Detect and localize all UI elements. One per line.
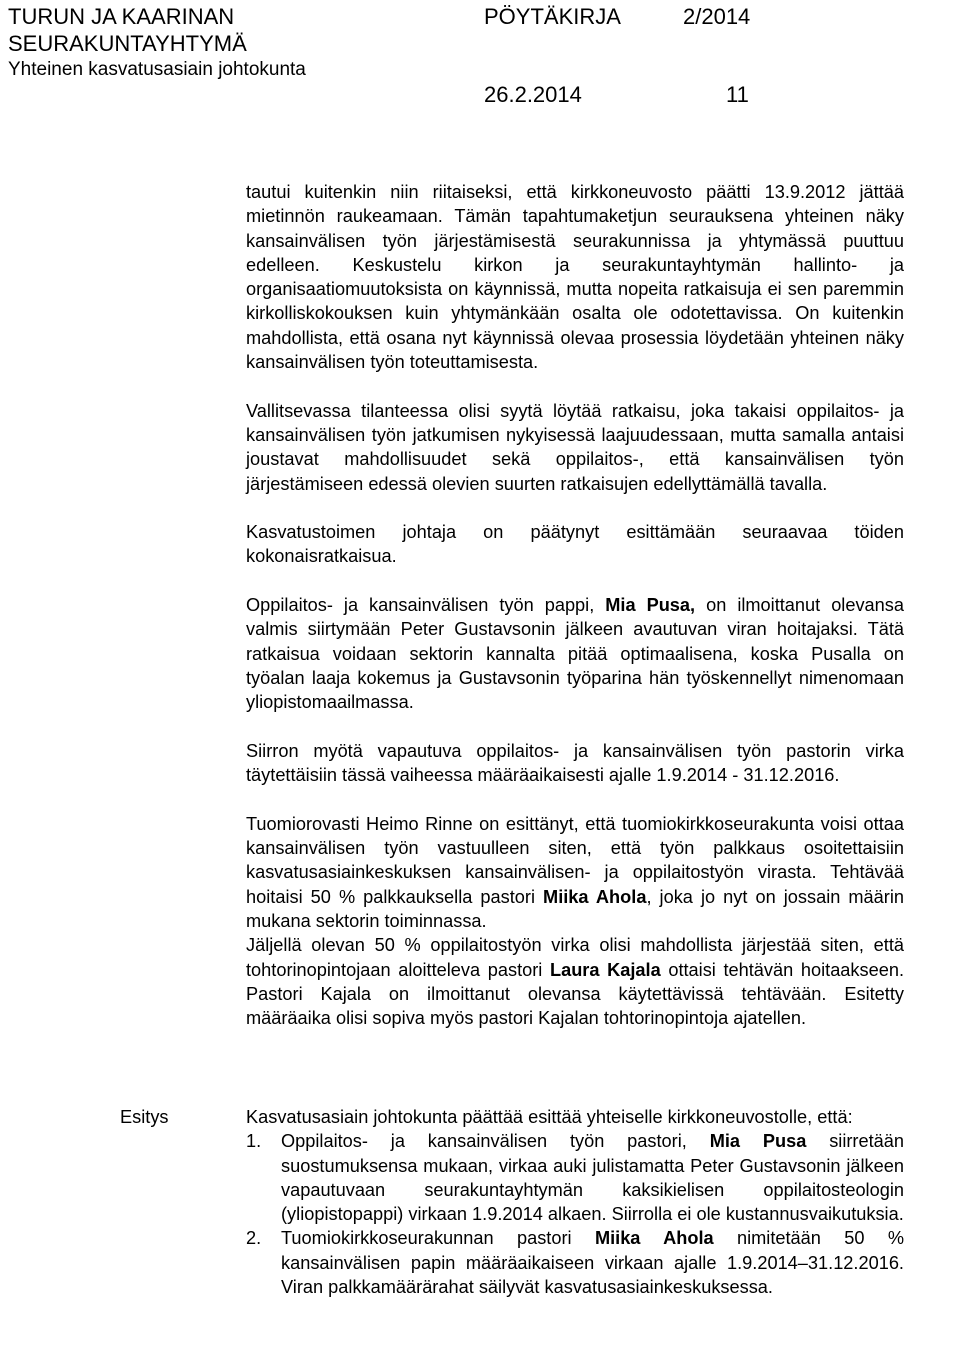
item-number: 1. [246, 1131, 262, 1152]
organization-unit: SEURAKUNTAYHTYMÄ [8, 31, 247, 56]
item-number: 2. [246, 1228, 262, 1249]
paragraph: Siirron myötä vapautuva oppilaitos- ja kansainvälisen työn pastorin virka täytettäisiin tässä vaiheessa määräaikaisesti ajalle 1.9.2014 - 31.12.2016. [246, 740, 904, 786]
paragraph: Vallitsevassa tilanteessa olisi syytä löytää ratkaisu, joka takaisi oppilaitos- ja kansainvälisen työn jatkumisen nykyisessä laajuudessaan, mutta samalla antaisi joustavat mahdollisuudet sekä oppilaitos-, että kansainvälisen työn järjestämiseen edessä olevien suurten ratkaisujen edellyttämällä tavalla. [246, 400, 904, 494]
person-name: Miika Ahola [543, 886, 647, 907]
paragraph: Kasvatustoimen johtaja on päätynyt esittämään seuraavaa töiden kokonaisratkaisua. [246, 522, 904, 567]
proposal-intro: Kasvatusasiain johtokunta päättää esittää yhteiselle kirkkoneuvostolle, että: [246, 1107, 853, 1127]
paragraph: Tuomiorovasti Heimo Rinne on esittänyt, että tuomiokirkkoseurakunta voisi ottaa kansainvälisen työn vastuulleen siten, että työn palkkaus osoitettaisiin kasvatusasiainkeskuksen kansainvälisen- ja oppilaitostyön virasta. Tehtävää hoitaisi 50 % palkkauksella pastori Miika Ahola, joka jo nyt on jossain määrin mukana sektorin toiminnassa. [246, 813, 905, 931]
main-text [246, 180, 904, 1030]
person-name: Mia Pusa, [605, 595, 696, 616]
paragraph: Oppilaitos- ja kansainvälisen työn pappi, Mia Pusa, on ilmoittanut olevansa valmis siirtymään Peter Gustavsonin jälkeen avautuvan viran hoitajaksi. Tätä ratkaisua voidaan sektorin kannalta pitää optimaalisena, koska Pusalla on työalan laaja kokemus ja Gustavsonin työparina hän työskennellyt nimenomaan yliopistomaailmassa. [246, 595, 904, 713]
page-number: 11 [726, 82, 749, 107]
person-name: Laura Kajala [549, 959, 661, 980]
meeting-date: 26.2.2014 [484, 82, 582, 107]
paragraph: Jäljellä olevan 50 % oppilaitostyön virka olisi mahdollista järjestää siten, että tohtorinopintojaan aloitteleva pastori Laura Kajala ottaisi tehtävän hoitaakseen. Pastori Kajala on ilmoittanut olevansa käytettävissä tehtävään. Esitetty määräaika olisi sopiva myös pastori Kajalan tohtorinopintoja ajatellen. [246, 935, 905, 1029]
paragraph: tautui kuitenkin niin riitaiseksi, että kirkkoneuvosto päätti 13.9.2012 jättää mietinnön raukeamaan. Tämän tapahtumaketjun seurauksena yhteinen näky kansainvälisen työn järjestämisestä seurakunnissa ja yhtymässä puuttuu edelleen. Keskustelu kirkon ja seurakuntayhtymän hallinto- ja organisaatiomuutoksista on käynnissä, mutta nopeita ratkaisuja ei sen paremmin kirkolliskokouksen kuin yhtymänkään osalta ole odotettavissa. On kuitenkin mahdollista, että osana nyt käynnissä olevaa prosessia löydetään yhteinen näky kansainvälisen työn toteuttamisesta. [246, 182, 904, 373]
person-name: Miika Ahola [594, 1228, 714, 1249]
person-name: Mia Pusa [709, 1131, 807, 1152]
proposal-section [246, 1105, 904, 1299]
organization-name: TURUN JA KAARINAN [8, 4, 235, 29]
committee-name: Yhteinen kasvatusasiain johtokunta [8, 59, 306, 80]
proposal-list [246, 1129, 904, 1299]
proposal-item: 2. Tuomiokirkkoseurakunnan pastori Miika Ahola nimitetään 50 % kansainvälisen papin määräaikaiseen virkaan ajalle 1.9.2014–31.12.2016. Viran palkkamäärärahat säilyvät kasvatusasiainkeskuksessa. [246, 1228, 904, 1298]
document-type: PÖYTÄKIRJA [484, 4, 621, 29]
proposal-item: 1. Oppilaitos- ja kansainvälisen työn pastori, Mia Pusa siirretään suostumuksensa mukaan, virkaa auki julistamatta Peter Gustavsonin jälkeen vapautuvaan seurakuntayhtymän kaksikielisen oppilaitosteologin (yliopistopappi) virkaan 1.9.2014 alkaen. Siirrolla ei ole kustannusvaikutuksia. [246, 1131, 904, 1225]
document-number: 2/2014 [683, 4, 751, 29]
proposal-label: Esitys [120, 1107, 169, 1127]
